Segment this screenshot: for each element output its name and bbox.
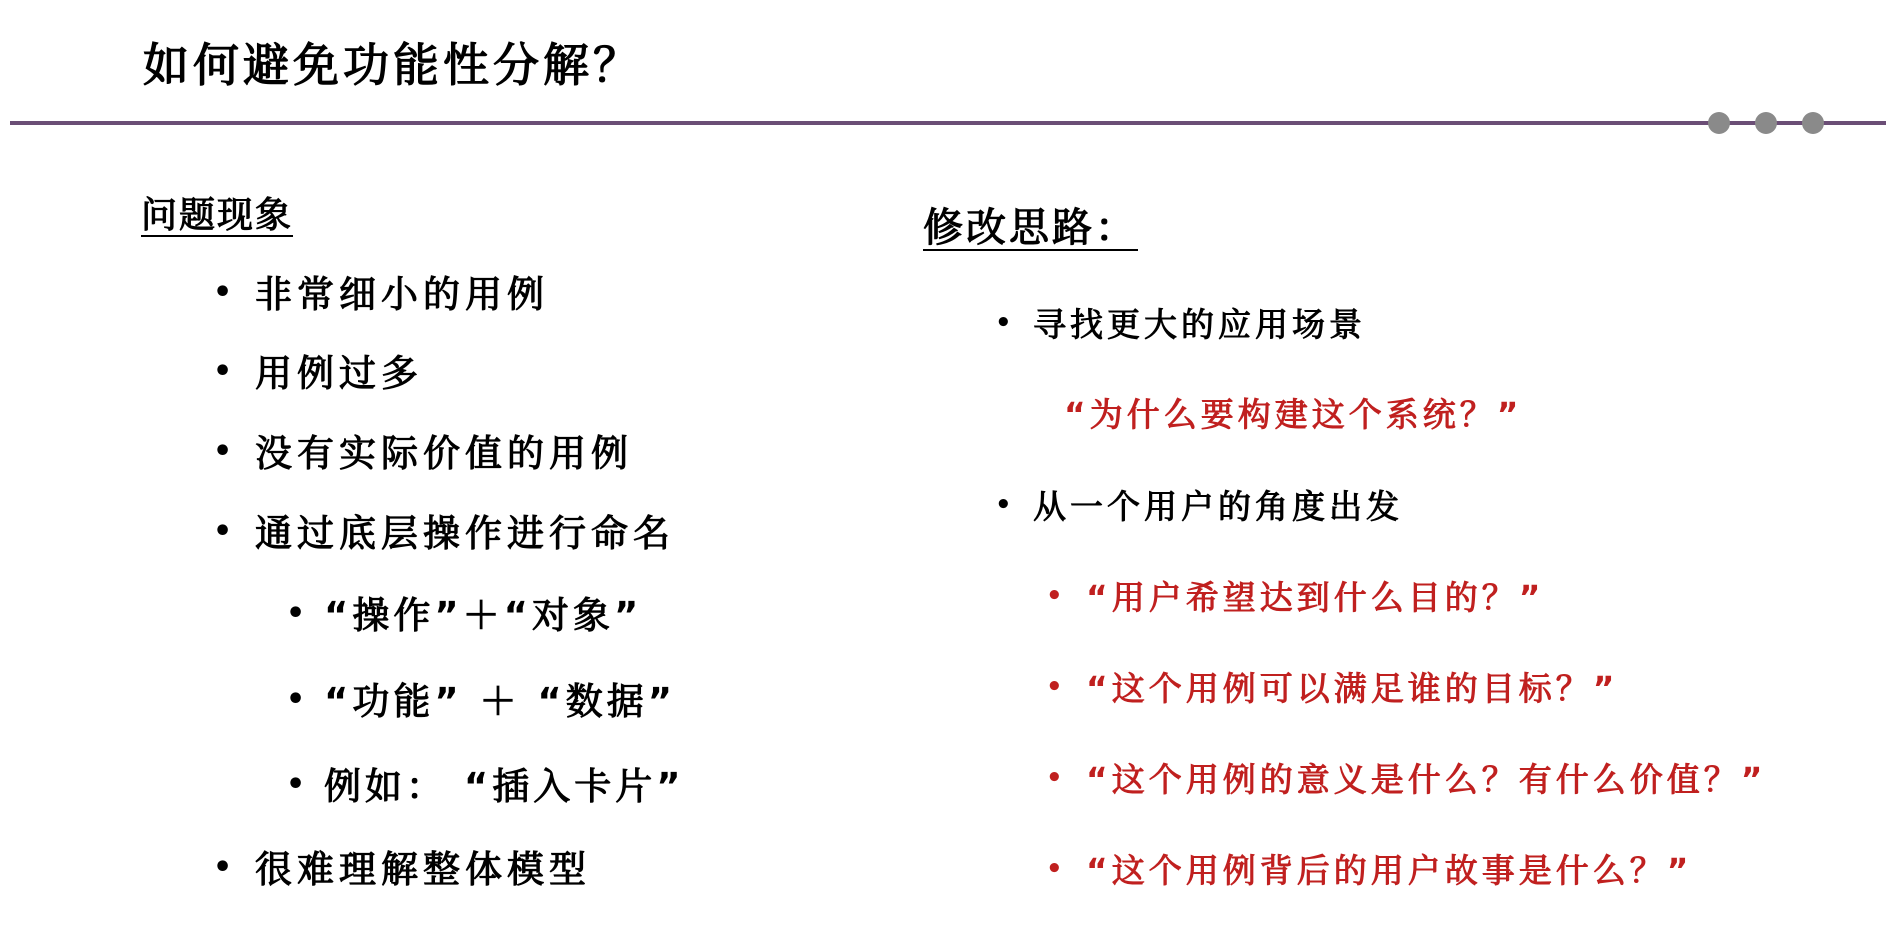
decorative-dots xyxy=(1708,112,1824,134)
solution-item-text: 从一个用户的角度出发 xyxy=(1033,487,1403,526)
problem-sub-item-text: “功能” ＋ “数据” xyxy=(324,680,677,723)
bullet-icon: • xyxy=(213,354,238,389)
problem-heading: 问题现象 xyxy=(141,195,294,236)
solution-question-text: “这个用例的意义是什么？有什么价值？” xyxy=(1086,760,1767,799)
solution-quote: “为什么要构建这个系统？” xyxy=(1064,395,1523,434)
solution-question-text: “用户希望达到什么目的？” xyxy=(1086,578,1545,617)
bullet-icon: • xyxy=(995,490,1016,520)
solution-heading: 修改思路： xyxy=(923,205,1138,251)
bullet-icon: • xyxy=(286,682,310,717)
header-divider xyxy=(10,121,1886,125)
bullet-icon: • xyxy=(1046,672,1067,702)
solution-question-text: “这个用例可以满足谁的目标？” xyxy=(1086,669,1619,708)
bullet-icon: • xyxy=(213,514,238,549)
dot-icon xyxy=(1708,112,1730,134)
problem-item-text: 非常细小的用例 xyxy=(255,273,549,316)
bullet-icon: • xyxy=(1046,581,1067,611)
bullet-icon: • xyxy=(213,434,238,469)
dot-icon xyxy=(1802,112,1824,134)
slide-title: 如何避免功能性分解？ xyxy=(143,38,643,92)
bullet-icon: • xyxy=(995,308,1016,338)
problem-item-text: 用例过多 xyxy=(255,352,423,395)
problem-item-text: 没有实际价值的用例 xyxy=(255,432,633,475)
bullet-icon: • xyxy=(286,596,310,631)
problem-sub-item-text: 例如： “插入卡片” xyxy=(324,765,685,808)
dot-icon xyxy=(1755,112,1777,134)
problem-item-text: 很难理解整体模型 xyxy=(255,848,591,891)
bullet-icon: • xyxy=(213,275,238,310)
problem-item-text: 通过底层操作进行命名 xyxy=(255,512,675,555)
solution-question-text: “这个用例背后的用户故事是什么？” xyxy=(1086,851,1693,890)
bullet-icon: • xyxy=(1046,763,1067,793)
bullet-icon: • xyxy=(213,850,238,885)
bullet-icon: • xyxy=(1046,854,1067,884)
solution-item-text: 寻找更大的应用场景 xyxy=(1033,305,1366,344)
problem-sub-item-text: “操作”＋“对象” xyxy=(324,594,643,637)
bullet-icon: • xyxy=(286,767,310,802)
